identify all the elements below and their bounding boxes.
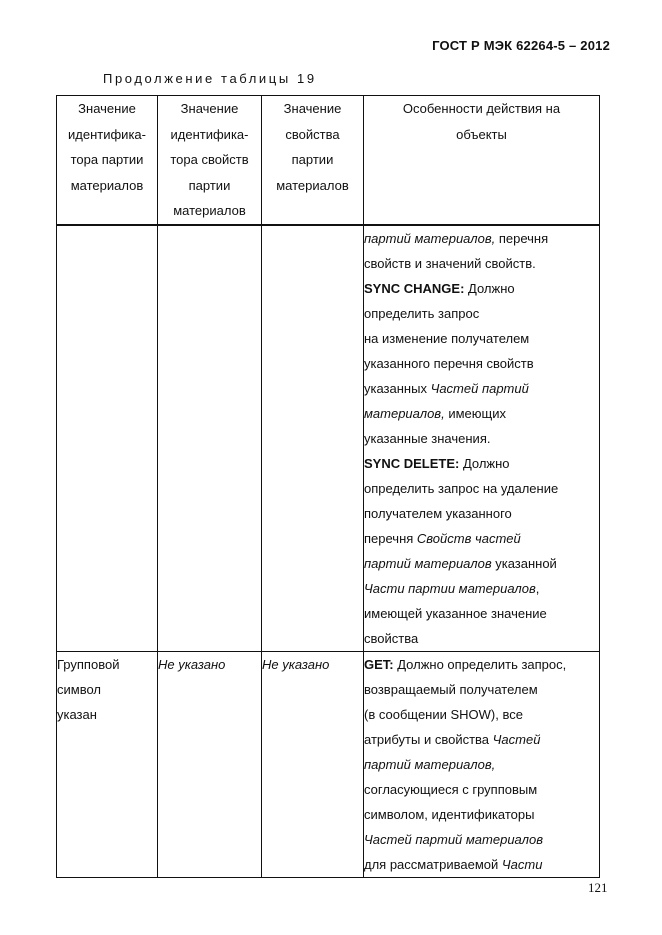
cell-property-value (262, 225, 364, 652)
feature-text-run: указанного перечня свойств (364, 355, 534, 371)
feature-text-run: SYNC CHANGE: (364, 280, 465, 296)
document-standard-header: ГОСТ Р МЭК 62264-5 – 2012 (432, 38, 610, 53)
table-header-row (57, 96, 600, 225)
header-text: материалов (173, 203, 246, 218)
cell-property-value (262, 651, 364, 877)
header-text: тора партии (70, 152, 144, 167)
feature-text-run: свойств и значений свойств. (364, 255, 536, 271)
header-col-property-id-value (158, 96, 262, 225)
feature-text-run: определить запрос на удаление (364, 480, 559, 496)
feature-line (364, 351, 599, 376)
feature-line (364, 551, 599, 576)
cell-text: Не указано (262, 656, 330, 672)
feature-line (364, 677, 599, 702)
header-text: Значение (78, 101, 136, 116)
feature-line (364, 426, 599, 451)
header-text: материалов (70, 177, 144, 193)
feature-line (364, 251, 599, 276)
cell-batch-id (57, 651, 158, 877)
feature-text-run: имеющей указанное значение (364, 605, 547, 621)
feature-line (364, 702, 599, 727)
feature-text-run: , (535, 580, 540, 596)
feature-line (364, 827, 599, 852)
feature-line (364, 301, 599, 326)
header-text: идентифика- (170, 126, 249, 142)
feature-text-run: Свойств частей (416, 530, 521, 546)
feature-line (364, 226, 599, 251)
feature-line (364, 326, 599, 351)
feature-text-run: партий материалов, (364, 756, 496, 772)
feature-text-run: SYNC DELETE: (364, 455, 460, 471)
header-text: материалов (276, 177, 349, 193)
feature-text-run: на изменение получателем (364, 330, 530, 346)
table-row (57, 651, 600, 877)
feature-line (364, 526, 599, 551)
feature-text-run: Частей партий (430, 380, 529, 396)
feature-text-run: материалов, (364, 405, 445, 421)
cell-action-features (364, 651, 600, 877)
cell-text: указан (57, 706, 97, 722)
feature-text-run: имеющих (444, 405, 506, 421)
feature-text-run: перечня (364, 530, 417, 546)
feature-text-run: Частей (492, 731, 541, 747)
feature-line (364, 626, 599, 651)
feature-line (364, 652, 599, 677)
feature-text-run: согласующиеся с групповым (364, 781, 538, 797)
header-text: Значение (283, 101, 342, 116)
feature-text-run: определить запрос (364, 305, 480, 321)
feature-text-run: партий материалов (364, 555, 492, 571)
feature-line (364, 601, 599, 626)
feature-text-run: партий материалов, (364, 230, 496, 246)
header-col-action-features (364, 96, 600, 225)
page-number: 121 (588, 880, 608, 895)
feature-text-run: символом, идентификаторы (364, 806, 535, 822)
feature-line (364, 752, 599, 777)
feature-text-run: Должно (459, 455, 510, 471)
feature-text-run: свойства (364, 630, 419, 646)
cell-text: Групповой (57, 656, 120, 672)
feature-text-run: Частей партий материалов (364, 831, 543, 847)
feature-text-run: Должно определить запрос, (393, 656, 567, 672)
feature-text-run: указанных (364, 380, 431, 396)
feature-line (364, 802, 599, 827)
feature-text-run: (в сообщении SHOW), все (364, 706, 523, 722)
header-text: идентифика- (68, 126, 146, 142)
feature-text-run: возвращаемый получателем (364, 681, 538, 697)
cell-text: Не указано (158, 656, 226, 672)
feature-text-run: перечня (495, 230, 549, 246)
feature-text-run: атрибуты и свойства (364, 731, 493, 747)
header-text: Особенности действия на (402, 101, 561, 116)
feature-line (364, 376, 599, 401)
header-col-batch-id-value (57, 96, 158, 225)
feature-line (364, 727, 599, 752)
feature-line (364, 576, 599, 601)
feature-text-run: Части (501, 856, 543, 872)
feature-text-run: указанной (491, 555, 557, 571)
feature-line (364, 276, 599, 301)
feature-line (364, 777, 599, 802)
cell-text: символ (57, 681, 101, 697)
cell-property-id (158, 651, 262, 877)
feature-text-run: для рассматриваемой (364, 856, 502, 872)
cell-action-features (364, 225, 600, 652)
header-text: тора свойств (170, 152, 249, 167)
feature-line (364, 852, 599, 877)
cell-property-id (158, 225, 262, 652)
feature-text-run: Части партии материалов (364, 580, 536, 596)
header-text: свойства (285, 126, 340, 142)
feature-text-run: указанные значения. (364, 430, 491, 446)
cell-batch-id (57, 225, 158, 652)
feature-text-run: Должно (464, 280, 515, 296)
feature-line (364, 401, 599, 426)
table-19 (56, 95, 600, 878)
header-col-property-value (262, 96, 364, 225)
feature-line (364, 476, 599, 501)
feature-line (364, 451, 599, 476)
header-text: Значение (180, 101, 239, 116)
table-row (57, 225, 600, 652)
header-text: партии (188, 177, 231, 193)
header-text: партии (291, 152, 334, 167)
feature-text-run: получателем указанного (364, 505, 512, 521)
feature-text-run: GET: (364, 656, 394, 672)
feature-line (364, 501, 599, 526)
table-continuation-caption: Продолжение таблицы 19 (103, 71, 317, 86)
header-text: объекты (456, 126, 507, 142)
